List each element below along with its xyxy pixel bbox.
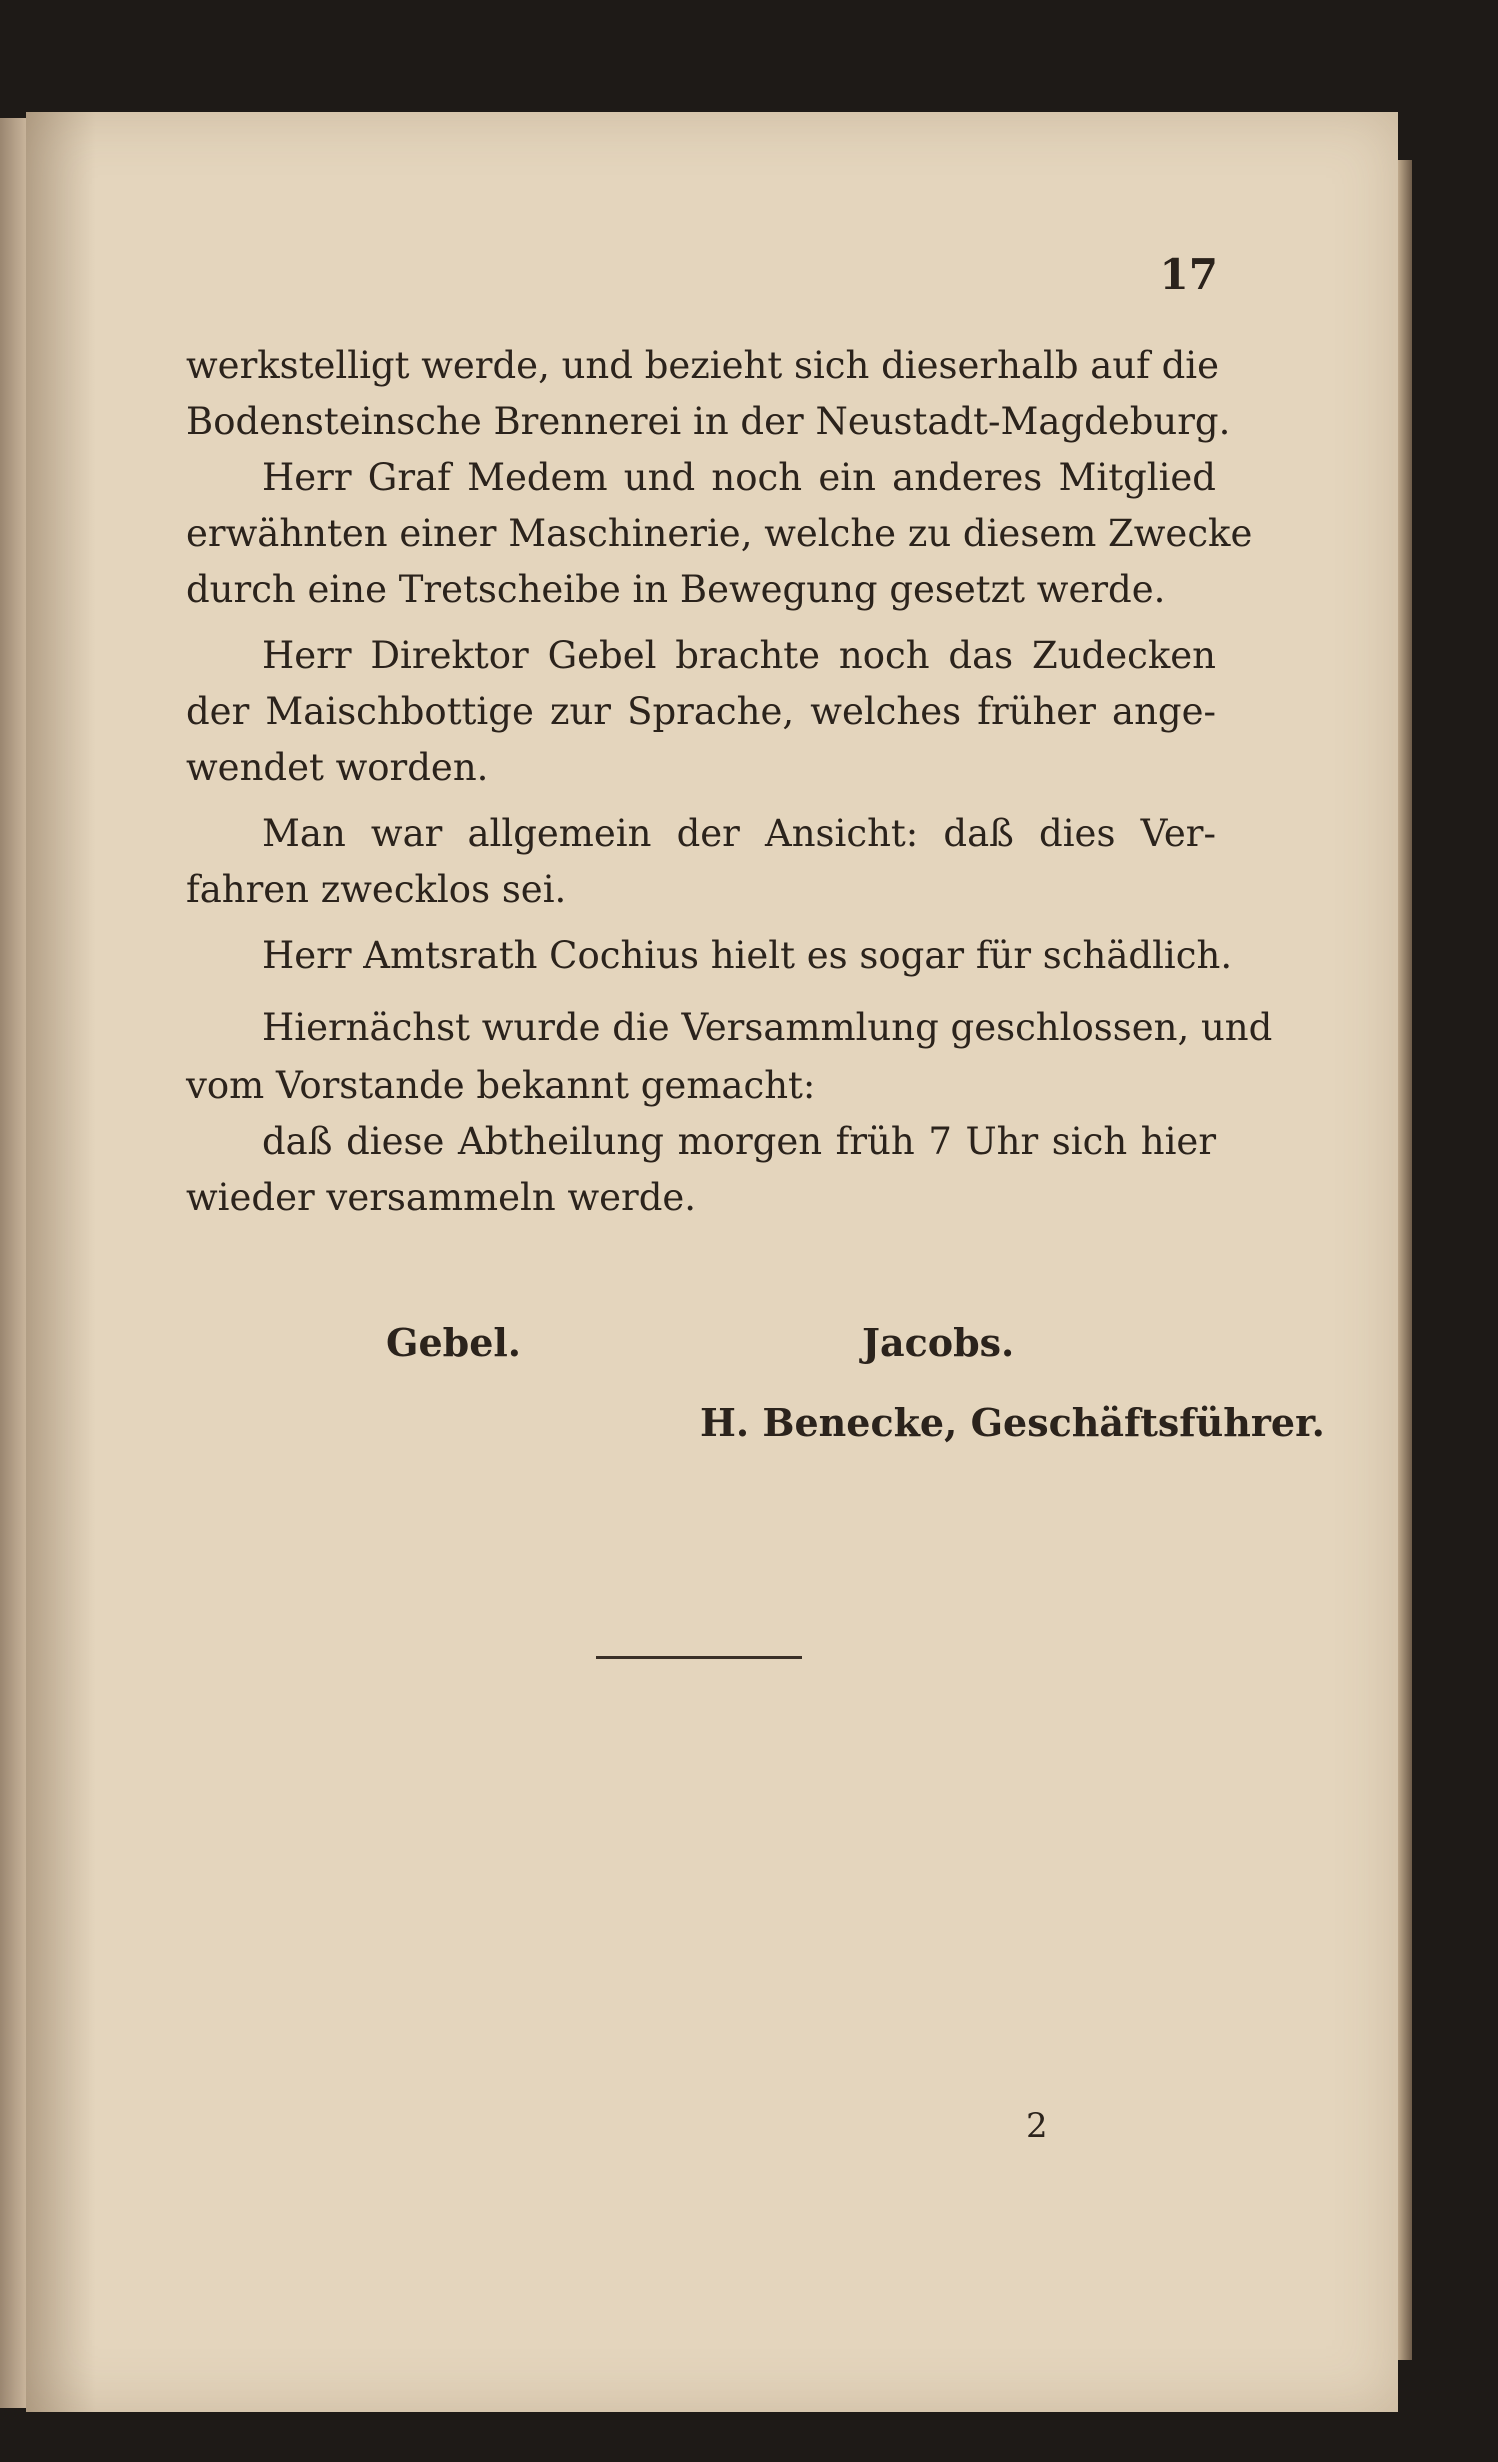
signature-jacobs: Jacobs.: [862, 1320, 1015, 1365]
signature-mark: 2: [1026, 2106, 1048, 2146]
text-line: fahren zwecklos sei.: [186, 868, 567, 911]
page-edge: [1398, 160, 1412, 2360]
signature-secretary: H. Benecke, Geschäftsführer.: [700, 1400, 1325, 1445]
text-line: Herr Graf Medem und noch ein anderes Mitglied: [262, 456, 1216, 499]
gutter-shadow: [26, 112, 96, 2412]
text-line: Hiernächst wurde die Versammlung geschlossen, und: [262, 1006, 1273, 1049]
text-line: wendet worden.: [186, 746, 489, 789]
page-number: 17: [1159, 250, 1218, 299]
text-line: werkstelligt werde, und bezieht sich dieserhalb auf die: [186, 344, 1220, 387]
text-line: wieder versammeln werde.: [186, 1176, 697, 1219]
text-line: vom Vorstande bekannt gemacht:: [186, 1064, 816, 1107]
text-line: der Maischbottige zur Sprache, welches früher ange-: [186, 690, 1216, 733]
signature-gebel: Gebel.: [386, 1320, 522, 1365]
text-line: daß diese Abtheilung morgen früh 7 Uhr sich hier: [262, 1120, 1216, 1163]
closing-rule: [596, 1656, 802, 1659]
previous-page-edge: [0, 118, 26, 2408]
text-line: erwähnten einer Maschinerie, welche zu diesem Zwecke: [186, 512, 1253, 555]
text-line: Herr Direktor Gebel brachte noch das Zudecken: [262, 634, 1216, 677]
text-line: durch eine Tretscheibe in Bewegung gesetzt werde.: [186, 568, 1166, 611]
text-line: Man war allgemein der Ansicht: daß dies Ver-: [262, 812, 1216, 855]
text-line: Herr Amtsrath Cochius hielt es sogar für schädlich.: [262, 934, 1233, 977]
text-line: Bodensteinsche Brennerei in der Neustadt-Magdeburg.: [186, 400, 1231, 443]
